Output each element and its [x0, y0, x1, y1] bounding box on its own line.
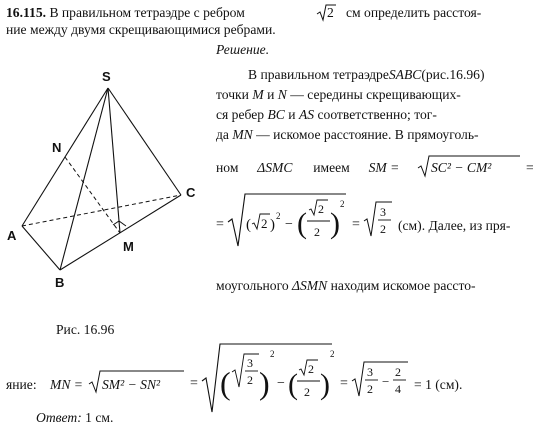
eq-MN: MN =: [50, 377, 83, 392]
answer: [36, 410, 113, 426]
text: ся ребер: [216, 107, 265, 122]
triangle-SMC: ΔSMC: [257, 160, 293, 175]
svg-text:=: =: [216, 217, 224, 232]
svg-text:): ): [270, 217, 275, 233]
svg-text:3: 3: [247, 356, 253, 370]
svg-text:2: 2: [318, 202, 324, 216]
svg-text:2: 2: [261, 216, 268, 231]
answer-value: 1 см.: [85, 410, 114, 425]
solution-line-6: (см). Далее, из пря-: [398, 218, 511, 233]
radicand-mn: SM² − SN²: [102, 377, 161, 392]
var-N: N: [277, 87, 287, 102]
text: находим искомое рассто-: [330, 278, 476, 293]
text: и: [288, 107, 296, 122]
eq-SM: SM =: [368, 160, 400, 175]
eq-end-5: =: [526, 160, 534, 175]
svg-text:=: =: [190, 376, 198, 391]
label-A: A: [7, 228, 17, 243]
text: — искомое расстояние. В прямоуголь-: [256, 127, 479, 142]
figure-caption: Рис. 16.96: [56, 322, 115, 337]
text: и: [267, 87, 275, 102]
text: — середины скрещивающих-: [290, 87, 461, 102]
triangle-SMN: ΔSMN: [292, 278, 328, 293]
svg-text:=: =: [340, 376, 348, 391]
svg-text:2: 2: [330, 349, 335, 359]
text: (рис.16.96): [421, 67, 485, 82]
solution-heading: Решение.: [216, 42, 270, 57]
label-N: N: [52, 140, 62, 155]
svg-text:(: (: [220, 365, 231, 401]
svg-text:−: −: [277, 376, 285, 391]
problem-sqrt-value: 2: [327, 5, 334, 20]
solution-line-8-a: яние:: [6, 377, 37, 392]
svg-text:2: 2: [395, 365, 401, 379]
svg-text:−: −: [285, 217, 293, 232]
text: да: [216, 127, 229, 142]
svg-text:2: 2: [340, 199, 345, 209]
label-B: B: [55, 275, 65, 290]
svg-text:−: −: [382, 374, 390, 389]
svg-text:4: 4: [395, 382, 401, 396]
svg-text:2: 2: [276, 211, 281, 221]
svg-text:(: (: [297, 207, 307, 240]
svg-text:2: 2: [308, 362, 314, 376]
svg-text:2: 2: [304, 385, 310, 399]
svg-text:2: 2: [367, 382, 373, 396]
svg-text:(: (: [288, 368, 298, 401]
text: В правильном тетраэдре: [248, 67, 389, 82]
svg-text:3: 3: [367, 365, 373, 379]
label-S: S: [102, 69, 111, 84]
text: моугольного: [216, 278, 289, 293]
svg-text:): ): [320, 368, 330, 401]
var-M: M: [252, 87, 264, 102]
answer-label: Ответ:: [36, 410, 82, 425]
text: соответственно; тог-: [317, 107, 437, 122]
text: точки: [216, 87, 249, 102]
svg-text:2: 2: [314, 225, 320, 239]
var-BC: BC: [267, 107, 285, 122]
problem-line-2: ние между двумя скрещивающимися ребрами.: [6, 22, 276, 37]
text: имеем: [313, 160, 350, 175]
var-AS: AS: [298, 107, 315, 122]
svg-text:): ): [259, 365, 270, 401]
svg-text:2: 2: [270, 349, 275, 359]
label-C: C: [186, 185, 196, 200]
svg-text:2: 2: [247, 373, 253, 387]
radicand-sm: SC² − CM²: [431, 160, 492, 175]
svg-text:(: (: [246, 217, 251, 233]
var-MN: MN: [232, 127, 253, 142]
svg-text:3: 3: [380, 205, 386, 219]
tetra-name: SABC: [388, 67, 422, 82]
problem-text-b: см определить расстоя-: [346, 5, 482, 20]
svg-text:): ): [330, 207, 340, 240]
problem-text-a: В правильном тетраэдре с ребром: [49, 5, 245, 20]
svg-text:=: =: [352, 217, 360, 232]
eq-end-8: = 1 (см).: [414, 377, 463, 392]
problem-number: 16.115.: [6, 5, 47, 20]
label-M: M: [123, 239, 134, 254]
svg-text:2: 2: [380, 222, 386, 236]
text: ном: [216, 160, 239, 175]
